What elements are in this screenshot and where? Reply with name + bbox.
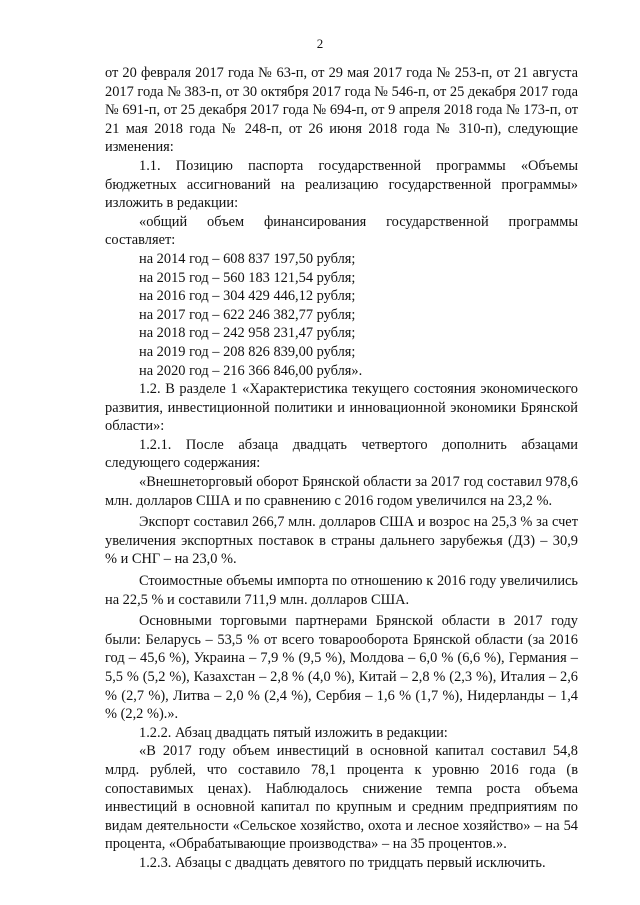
paragraph-export: Экспорт составил 266,7 млн. долларов США и возрос на 25,3 % за счет увеличения экспортных поставок в страны дальнего зарубежья (ДЗ) – 30,9 % и СНГ – на 23,0 %. (105, 514, 578, 568)
paragraph-1-2-3: 1.2.3. Абзацы с двадцать девятого по тридцать первый исключить. (139, 854, 546, 871)
paragraph-trade-partners: Основными торговыми партнерами Брянской области в 2017 году были: Беларусь – 53,5 % от всего товарооборота Брянской области (за 2016 год – 45,6 %), Украина – 7,9 % (9,5 %), Молдова – 6,0 % (6,6 %), Германия – 5,5 % (5,2 %), Казахстан – 2,8 % (4,0 %), Китай – 2,8 % (2,3 %), Италия – 2,6 % (2,7 %), Литва – 2,0 % (2,4 %), Сербия – 1,6 % (1,7 %), Нидерланды – 1,4 % (2,2 %).». (105, 613, 578, 723)
document-body (105, 64, 578, 873)
funding-year-2015: на 2015 год – 560 183 121,54 рубля; (139, 269, 356, 286)
paragraph-total-funding: «общий объем финансирования государственной программы составляет: (105, 213, 578, 249)
funding-year-2014: на 2014 год – 608 837 197,50 рубля; (139, 250, 356, 267)
funding-list (105, 250, 578, 380)
paragraph-1-2-2: 1.2.2. Абзац двадцать пятый изложить в редакции: (139, 724, 448, 741)
paragraph-1-1: 1.1. Позицию паспорта государственной программы «Объемы бюджетных ассигнований на реализацию государственной программы» изложить в редакции: (105, 157, 578, 212)
funding-year-2019: на 2019 год – 208 826 839,00 рубля; (139, 343, 356, 360)
paragraph-1-2: 1.2. В разделе 1 «Характеристика текущего состояния экономического развития, инвестиционной политики и инновационной экономики Брянской области»: (105, 381, 578, 435)
paragraph-import: Стоимостные объемы импорта по отношению к 2016 году увеличились на 22,5 % и составили 711,9 млн. долларов США. (105, 573, 578, 608)
funding-year-2017: на 2017 год – 622 246 382,77 рубля; (139, 306, 356, 323)
page-number: 2 (316, 36, 324, 51)
funding-year-2018: на 2018 год – 242 958 231,47 рубля; (139, 325, 356, 342)
paragraph-investment: «В 2017 году объем инвестиций в основной капитал составил 54,8 млрд. рублей, что составило 78,1 процента к уровню 2016 года (в сопоставимых ценах). Наблюдалось снижение темпа роста объема инвестиций в основной капитал по крупным и средним предприятиям по видам деятельности «Сельское хозяйство, охота и лесное хозяйство» – на 54 процента, «Обрабатывающие производства» – на 35 процентов.». (105, 743, 578, 853)
paragraph-foreign-trade: «Внешнеторговый оборот Брянской области за 2017 год составил 978,6 млн. долларов США и по сравнению с 2016 годом увеличился на 23,2 %. (105, 474, 578, 509)
funding-year-2016: на 2016 год – 304 429 446,12 рубля; (139, 288, 356, 305)
paragraph-1-2-1: 1.2.1. После абзаца двадцать четвертого дополнить абзацами следующего содержания: (105, 436, 578, 472)
funding-year-2020: на 2020 год – 216 366 846,00 рубля». (139, 362, 363, 379)
paragraph-amendment-list: от 20 февраля 2017 года № 63-п, от 29 мая 2017 года № 253-п, от 21 августа 2017 года № 383-п, от 30 октября 2017 года № 546-п, от 25 декабря 2017 года № 691-п, от 25 декабря 2017 года № 694-п, от 9 апреля 2018 года № 173-п, от 21 мая 2018 года № 248-п, от 26 июня 2018 года № 310-п), следующие изменения: (105, 65, 578, 156)
